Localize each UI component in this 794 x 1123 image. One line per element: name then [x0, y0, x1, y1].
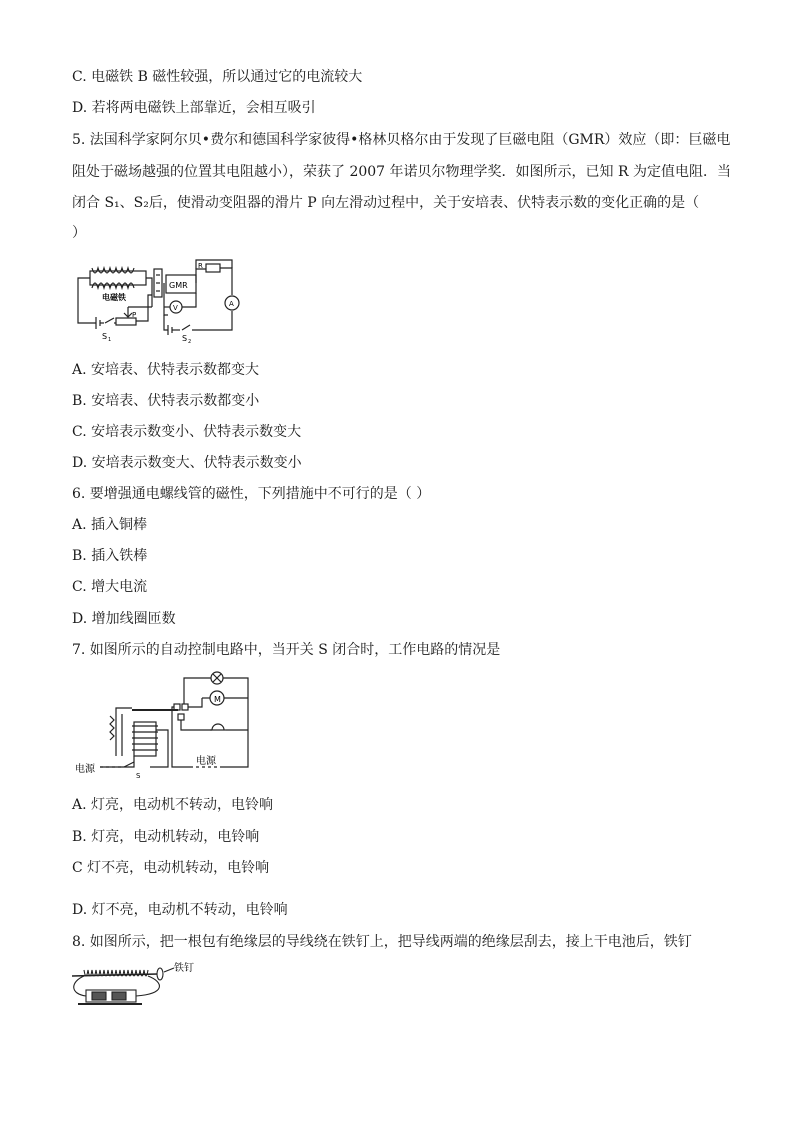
- q5-stem-line3: 闭合 S₁、S₂后，使滑动变阻器的滑片 P 向左滑动过程中，关于安培表、伏特表示数的变化正确的是（: [72, 195, 700, 211]
- q4-option-c: C. 电磁铁 B 磁性较强，所以通过它的电流较大: [72, 69, 363, 85]
- q5-option-c: C. 安培表示数变小、伏特表示数变大: [72, 424, 302, 440]
- q5-gmr-circuit-figure: [72, 255, 244, 345]
- q8-stem: 8. 如图所示，把一根包有绝缘层的导线绕在铁钉上，把导线两端的绝缘层刮去，接上干电池后，铁钉: [72, 934, 692, 950]
- q5-option-b: B. 安培表、伏特表示数都变小: [72, 393, 260, 409]
- q7-fig-label-source-left: 电源: [75, 764, 95, 775]
- q7-fig-label-source-right: 电源: [196, 756, 216, 767]
- q8-nail-coil-figure: [70, 958, 210, 1014]
- q5-stem-line4: ）: [72, 225, 86, 241]
- q5-fig-label-s2: S: [182, 334, 188, 343]
- q7-option-b: B. 灯亮，电动机转动，电铃响: [72, 829, 260, 845]
- q5-fig-label-magnet: 电磁铁: [102, 293, 126, 302]
- q5-fig-label-v: V: [173, 304, 178, 312]
- q7-relay-circuit-figure: [72, 670, 257, 778]
- q7-option-a: A. 灯亮，电动机不转动，电铃响: [72, 797, 274, 813]
- q8-fig-label-nail: 铁钉: [174, 963, 194, 974]
- q5-fig-label-r: R: [198, 262, 203, 270]
- q5-option-d: D. 安培表示数变大、伏特表示数变小: [72, 455, 302, 471]
- q5-stem-line1: 5. 法国科学家阿尔贝•费尔和德国科学家彼得•格林贝格尔由于发现了巨磁电阻（GMR）效应（即：巨磁电: [72, 132, 731, 148]
- q7-option-d: D. 灯不亮，电动机不转动，电铃响: [72, 902, 288, 918]
- q5-fig-label-s1: S: [102, 332, 108, 341]
- q7-option-c: C 灯不亮，电动机转动，电铃响: [72, 860, 270, 876]
- q5-fig-label-p: P: [132, 311, 137, 319]
- q5-fig-label-s2-sub: 2: [188, 339, 192, 345]
- q6-option-a: A. 插入铜棒: [72, 517, 148, 533]
- q7-fig-label-motor: M: [214, 695, 221, 704]
- q7-stem: 7. 如图所示的自动控制电路中，当开关 S 闭合时，工作电路的情况是: [72, 642, 501, 658]
- q6-option-d: D. 增加线圈匝数: [72, 611, 176, 627]
- q6-option-b: B. 插入铁棒: [72, 548, 148, 564]
- q5-fig-label-gmr: GMR: [169, 281, 188, 290]
- q6-stem: 6. 要增强通电螺线管的磁性，下列措施中不可行的是（ ）: [72, 486, 431, 502]
- q7-fig-label-s: S: [136, 772, 141, 778]
- q5-fig-label-a: A: [229, 300, 234, 308]
- q5-stem-line2: 阻处于磁场越强的位置其电阻越小），荣获了 2007 年诺贝尔物理学奖．如图所示，已知 R 为定值电阻．当: [72, 164, 731, 180]
- q6-option-c: C. 增大电流: [72, 579, 148, 595]
- q5-option-a: A. 安培表、伏特表示数都变大: [72, 362, 260, 378]
- q4-option-d: D. 若将两电磁铁上部靠近，会相互吸引: [72, 100, 316, 116]
- q5-fig-label-s1-sub: 1: [108, 337, 112, 343]
